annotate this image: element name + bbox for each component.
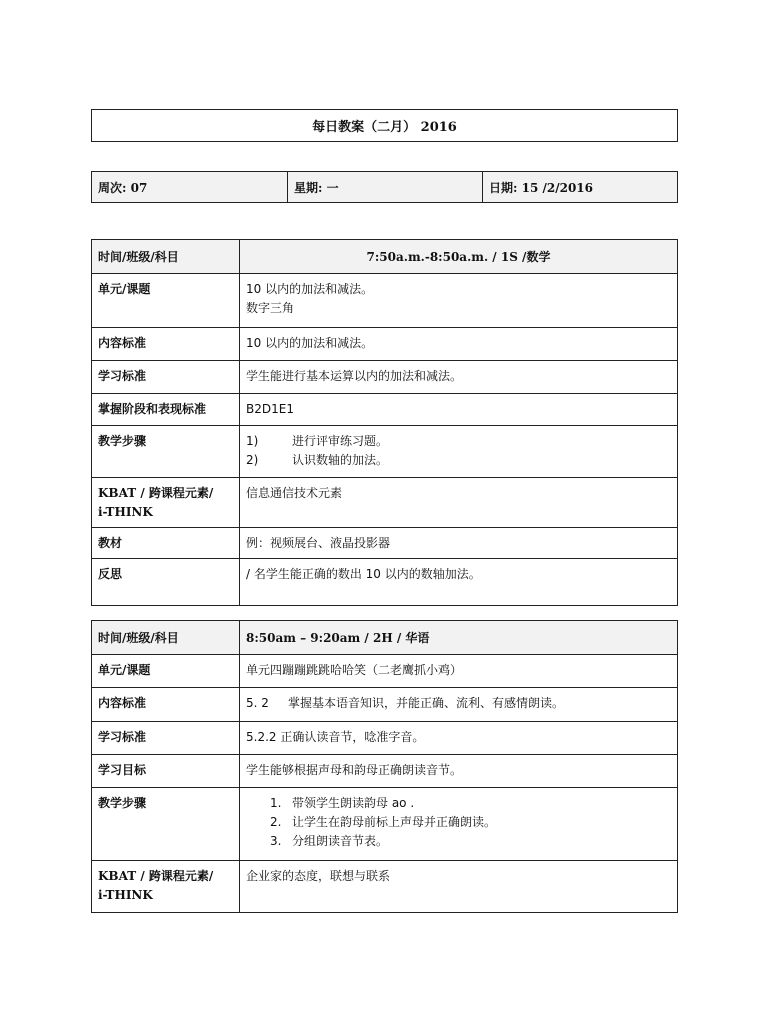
content-row [92, 688, 678, 722]
week-number: 周次: 07 [98, 180, 148, 195]
lesson-table-1 [91, 239, 678, 606]
steps-label: 教学步骤 [92, 788, 240, 861]
learning-value: 5.2.2 正确认读音节，唸准字音。 [240, 722, 678, 755]
step-number: 1) [246, 434, 259, 448]
page-title [91, 109, 678, 142]
week-info-bar [91, 171, 678, 203]
reflection-label: 反思 [92, 559, 240, 606]
step-text: 让学生在韵母前标上声母并正确朗读。 [292, 815, 497, 829]
time-value: 7:50a.m.-8:50a.m. / 1S /数学 [240, 240, 678, 274]
step-number: 2) [246, 453, 259, 467]
steps-label: 教学步骤 [92, 426, 240, 478]
content-row [92, 328, 678, 361]
unit-value [240, 274, 678, 328]
kbat-label-line-2: i-THINK [98, 888, 153, 902]
kbat-value: 信息通信技术元素 [240, 478, 678, 528]
list-item [246, 432, 671, 451]
objective-label: 学习目标 [92, 755, 240, 788]
step-number: 3. [270, 834, 282, 848]
content-label: 内容标准 [92, 328, 240, 361]
content-label: 内容标准 [92, 688, 240, 722]
time-row [92, 621, 678, 655]
learning-label: 学习标准 [92, 722, 240, 755]
content-value: 5. 2 掌握基本语音知识，并能正确、流利、有感情朗读。 [240, 688, 678, 722]
material-row [92, 528, 678, 559]
unit-line-2: 数字三角 [246, 301, 295, 315]
learning-label: 学习标准 [92, 361, 240, 394]
steps-value [240, 788, 678, 861]
mastery-row [92, 394, 678, 426]
step-number: 1. [270, 796, 282, 810]
steps-row [92, 426, 678, 478]
list-item [246, 813, 671, 832]
steps-value [240, 426, 678, 478]
objective-row [92, 755, 678, 788]
unit-label: 单元/课题 [92, 274, 240, 328]
step-text: 分组朗读音节表。 [292, 834, 389, 848]
time-value: 8:50am – 9:20am / 2H / 华语 [240, 621, 678, 655]
list-item [246, 794, 671, 813]
mastery-label: 掌握阶段和表现标准 [92, 394, 240, 426]
material-value: 例：视频展台、液晶投影器 [240, 528, 678, 559]
learning-value: 学生能进行基本运算以内的加法和减法。 [240, 361, 678, 394]
date: 日期: 15 /2/2016 [482, 172, 677, 202]
reflection-value: / 名学生能正确的数出 10 以内的数轴加法。 [240, 559, 678, 606]
learning-row [92, 722, 678, 755]
kbat-row [92, 478, 678, 528]
kbat-label [92, 861, 240, 913]
kbat-label-line-1: KBAT / 跨课程元素/ [98, 869, 214, 883]
content-value: 10 以内的加法和减法。 [240, 328, 678, 361]
list-item [246, 832, 671, 851]
step-text: 认识数轴的加法。 [292, 453, 389, 467]
reflection-row [92, 559, 678, 606]
lesson-table-2 [91, 620, 678, 913]
step-text: 带领学生朗读韵母 ao . [292, 796, 415, 810]
kbat-value: 企业家的态度，联想与联系 [240, 861, 678, 913]
kbat-row [92, 861, 678, 913]
objective-value: 学生能够根据声母和韵母正确朗读音节。 [240, 755, 678, 788]
time-label: 时间/班级/科目 [92, 621, 240, 655]
unit-label: 单元/课题 [92, 655, 240, 688]
kbat-label-line-2: i-THINK [98, 505, 153, 519]
time-label: 时间/班级/科目 [92, 240, 240, 274]
unit-value: 单元四蹦蹦跳跳哈哈笑（二老鹰抓小鸡） [240, 655, 678, 688]
unit-row [92, 274, 678, 328]
time-row [92, 240, 678, 274]
step-number: 2. [270, 815, 282, 829]
weekday: 星期: 一 [287, 172, 482, 202]
kbat-label [92, 478, 240, 528]
title-text: 每日教案（二月） 2016 [312, 120, 457, 135]
material-label: 教材 [92, 528, 240, 559]
learning-row [92, 361, 678, 394]
step-text: 进行评审练习题。 [292, 434, 389, 448]
steps-row [92, 788, 678, 861]
list-item [246, 451, 671, 470]
unit-line-1: 10 以内的加法和减法。 [246, 282, 374, 296]
unit-row [92, 655, 678, 688]
mastery-value: B2D1E1 [240, 394, 678, 426]
kbat-label-line-1: KBAT / 跨课程元素/ [98, 486, 214, 500]
